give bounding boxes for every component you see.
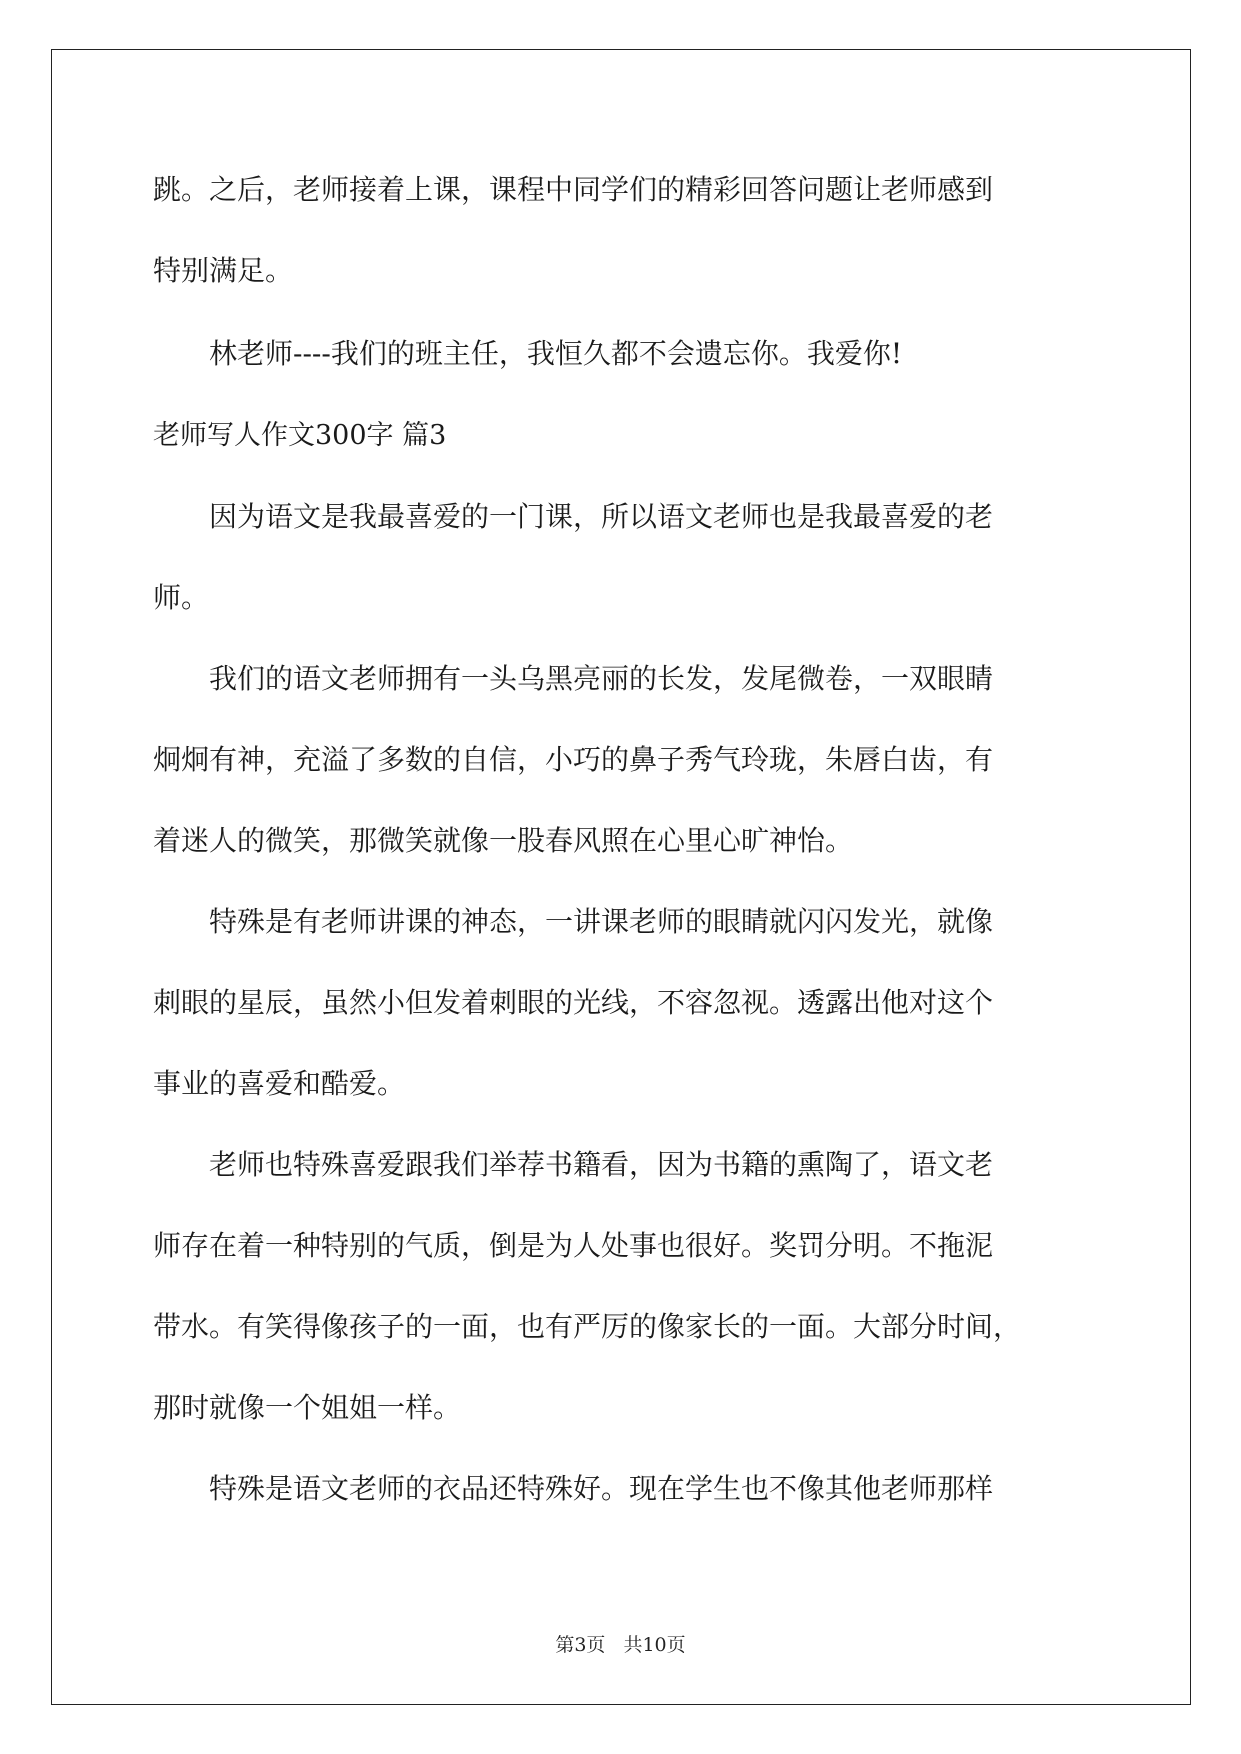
body-line: 特殊是语文老师的衣品还特殊好。现在学生也不像其他老师那样 <box>153 1472 994 1505</box>
body-line: 我们的语文老师拥有一头乌黑亮丽的长发，发尾微卷，一双眼睛 <box>153 662 994 695</box>
page-number: 第3页 <box>555 1634 606 1656</box>
page-total: 共10页 <box>623 1634 686 1656</box>
body-line: 炯炯有神，充溢了多数的自信，小巧的鼻子秀气玲珑，朱唇白齿，有 <box>153 743 994 776</box>
body-line: 师存在着一种特别的气质，倒是为人处事也很好。奖罚分明。不拖泥 <box>153 1229 994 1262</box>
page-border <box>51 49 1191 1705</box>
body-line: 着迷人的微笑，那微笑就像一股春风照在心里心旷神怡。 <box>153 824 854 857</box>
body-line: 林老师----我们的班主任，我恒久都不会遗忘你。我爱你! <box>153 337 903 370</box>
section-heading: 老师写人作文300字 篇3 <box>153 420 447 451</box>
page-footer <box>0 1630 1241 1657</box>
body-line: 因为语文是我最喜爱的一门课，所以语文老师也是我最喜爱的老 <box>153 500 994 533</box>
body-line: 老师也特殊喜爱跟我们举荐书籍看，因为书籍的熏陶了，语文老 <box>153 1148 994 1181</box>
body-line: 特别满足。 <box>153 254 294 287</box>
body-line: 特殊是有老师讲课的神态，一讲课老师的眼睛就闪闪发光，就像 <box>153 905 994 938</box>
body-line: 那时就像一个姐姐一样。 <box>153 1391 462 1424</box>
body-line: 带水。有笑得像孩子的一面，也有严厉的像家长的一面。大部分时间， <box>153 1310 1022 1343</box>
body-line: 刺眼的星辰，虽然小但发着刺眼的光线，不容忽视。透露出他对这个 <box>153 986 994 1019</box>
body-line: 师。 <box>153 581 210 614</box>
body-line: 事业的喜爱和酷爱。 <box>153 1067 406 1100</box>
body-line: 跳。之后，老师接着上课，课程中同学们的精彩回答问题让老师感到 <box>153 173 994 206</box>
